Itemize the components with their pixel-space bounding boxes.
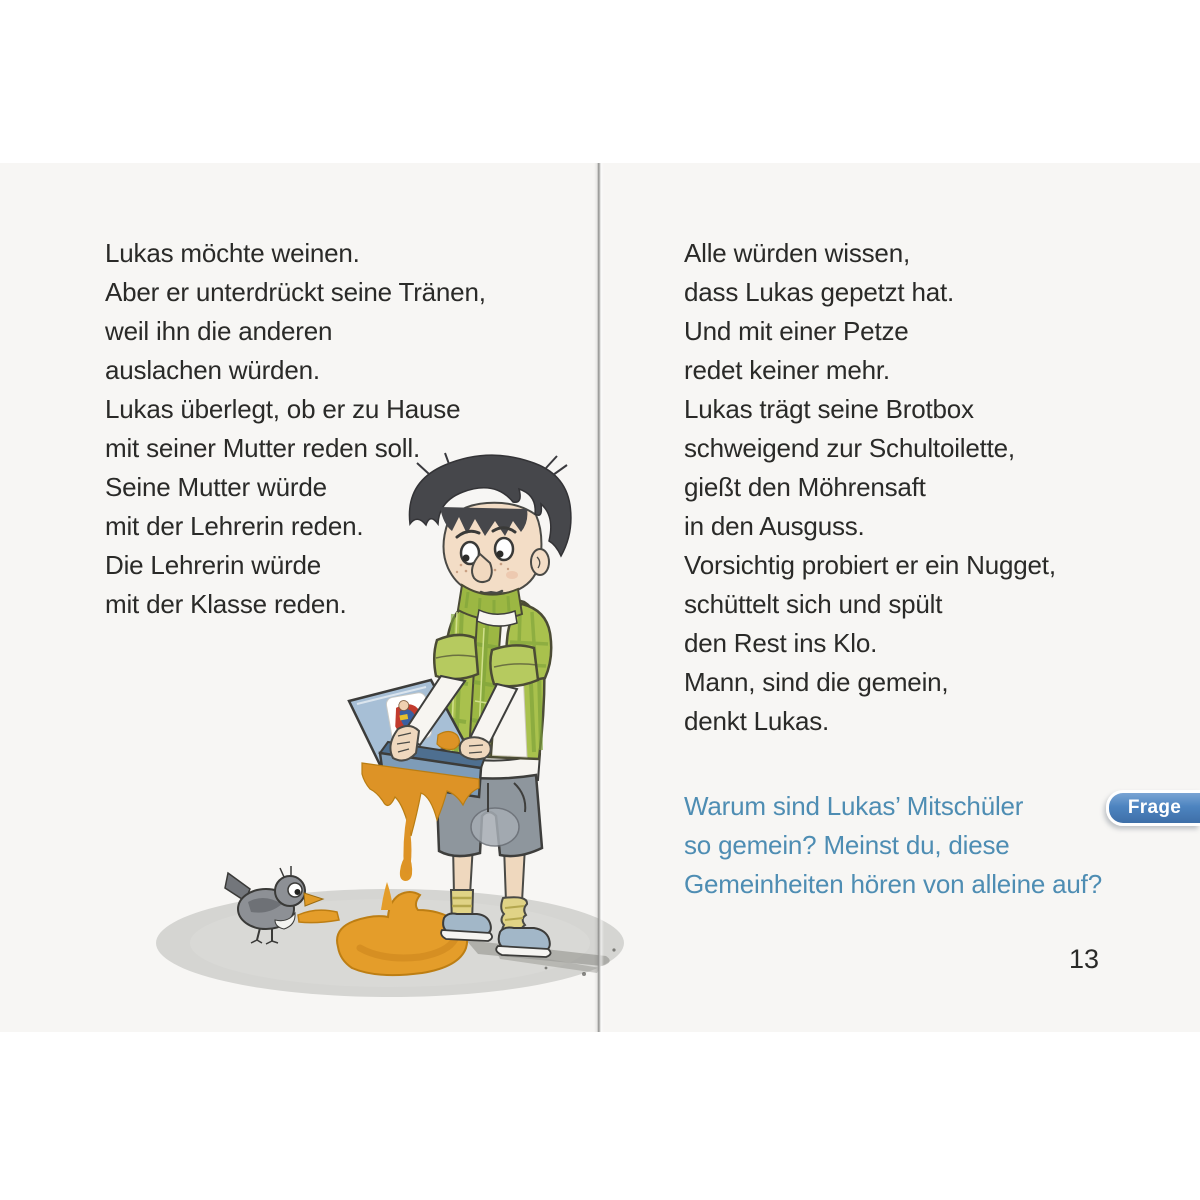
text-line: in den Ausguss. — [684, 511, 865, 541]
frage-tab-badge — [1106, 790, 1200, 826]
question-line: Gemeinheiten hören von alleine auf? — [684, 869, 1102, 899]
text-line: Alle würden wissen, — [684, 238, 910, 268]
page-number: 13 — [1068, 944, 1100, 974]
text-line: mit seiner Mutter reden soll. — [105, 433, 420, 463]
boy-illustration — [349, 453, 571, 957]
text-line: mit der Lehrerin reden. — [105, 511, 364, 541]
text-line: Seine Mutter würde — [105, 472, 327, 502]
text-line: schweigend zur Schultoilette, — [684, 433, 1015, 463]
text-line: weil ihn die anderen — [105, 316, 333, 346]
question-line: Warum sind Lukas’ Mitschüler — [684, 791, 1024, 821]
text-line: auslachen würden. — [105, 355, 320, 385]
text-line: mit der Klasse reden. — [105, 589, 347, 619]
text-line: Lukas überlegt, ob er zu Hause — [105, 394, 461, 424]
text-line: schüttelt sich und spült — [684, 589, 943, 619]
text-line: Lukas trägt seine Brotbox — [684, 394, 974, 424]
text-line: redet keiner mehr. — [684, 355, 890, 385]
text-line: Mann, sind die gemein, — [684, 667, 949, 697]
right-page-paragraph — [684, 234, 1056, 741]
question-line: so gemein? Meinst du, diese — [684, 830, 1010, 860]
text-line: Lukas möchte weinen. — [105, 238, 360, 268]
text-line: dass Lukas gepetzt hat. — [684, 277, 955, 307]
comprehension-question — [684, 787, 1102, 904]
frage-tab-label: Frage — [1127, 797, 1182, 818]
boy-head — [409, 453, 570, 626]
text-line: Die Lehrerin würde — [105, 550, 322, 580]
text-line: den Rest ins Klo. — [684, 628, 878, 658]
text-line: Und mit einer Petze — [684, 316, 909, 346]
text-line: gießt den Möhrensaft — [684, 472, 926, 502]
text-line: Aber er unterdrückt seine Tränen, — [105, 277, 486, 307]
text-line: denkt Lukas. — [684, 706, 830, 736]
text-line: Vorsichtig probiert er ein Nugget, — [684, 550, 1056, 580]
illustration-boy-spilling-lunchbox — [148, 452, 626, 1012]
book-spine-gutter — [594, 163, 604, 1032]
